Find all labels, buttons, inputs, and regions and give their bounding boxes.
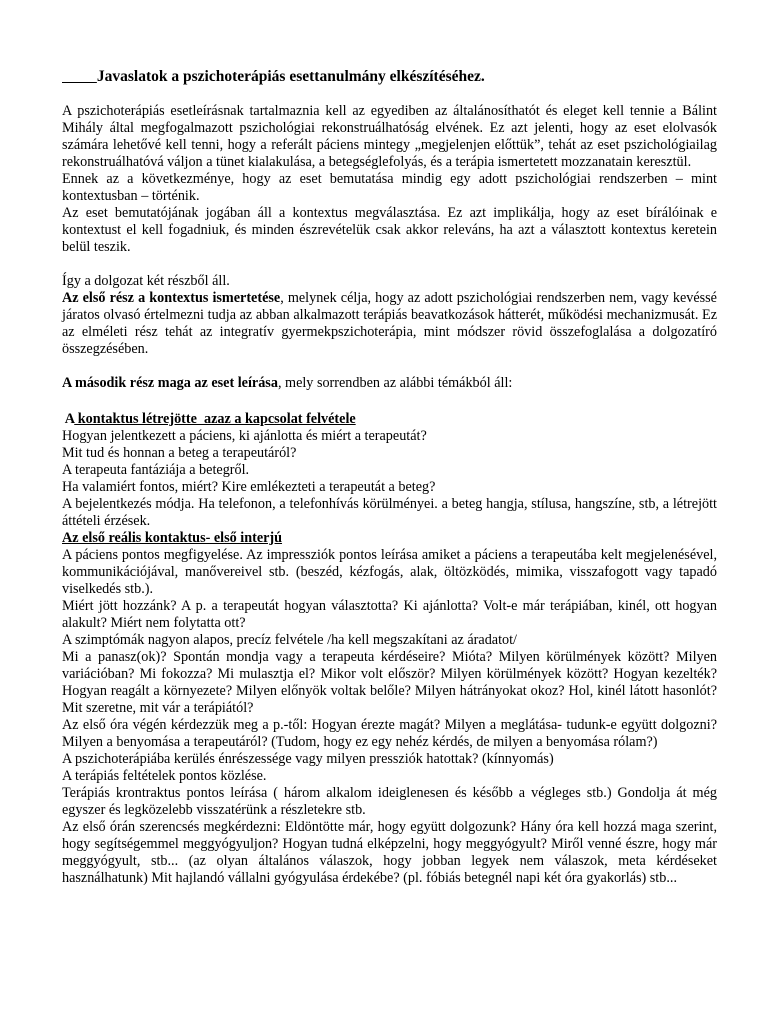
section1-heading <box>62 411 717 428</box>
title-text: Javaslatok a pszichoterápiás esettanulmány elkészítéséhez. <box>96 68 485 85</box>
section2-line: Az első óra végén kérdezzük meg a p.-től: Hogyan érezte magát? Milyen a meglátása- tudunk-e együtt dolgozni? Milyen a benyomása a terapeutáról? (Tudom, hogy ez egy nehéz kérdés, de milyen a benyomása rólam?) <box>62 717 717 750</box>
section2-heading: Az első reális kontaktus- első interjú <box>62 530 283 546</box>
document-title <box>62 68 717 85</box>
section1-line: A bejelentkezés módja. Ha telefonon, a telefonhívás körülményei. a beteg hangja, stílusa, hangszíne, stb, a létrejött áttételi érzések. <box>62 496 717 529</box>
intro-paragraph: A pszichoterápiás esetleírásnak tartalmaznia kell az egyediben az általánosíthatót és eleget kell tennie a Bálint Mihály által megfogalmazott pszichológiai rekonstruálhatóság elvének. Ez azt jelenti, hogy az eset elolvasók számára lehetővé kell tenni, hogy a referált páciens mintegy „megjelenjen előttük”, tehát az eset pszichológiailag rekonstruálhatóvá váljon a tünet kialakulása, a betegséglefolyás, és a terápia ismertetett mozzanatain keresztül. <box>62 103 717 170</box>
intro-paragraph: Ennek az a következménye, hogy az eset bemutatása mindig egy adott pszichológiai rendszerben – mint kontextusban – történik. <box>62 171 717 204</box>
section1-line: Ha valamiért fontos, miért? Kire emlékezteti a terapeutát a beteg? <box>62 479 436 495</box>
part2-bold: A második rész maga az eset leírása <box>62 375 278 391</box>
section2-line: Az első órán szerencsés megkérdezni: Eldöntötte már, hogy együtt dolgozunk? Hány óra kell hozzá maga szerint, hogy segítségemmel meggyógyuljon? Hogyan tudná elképzelni, hogy meggyógyult? Miről venné észre, hogy már meggyógyult, stb... (az olyan általános válaszok, hogy jobban legyek nem válaszok, meta kérdéseket használhatunk) Mit hajlandó vállalni gyógyulása érdekébe? (pl. fóbiás betegnél napi két óra gyakorlás) stb... <box>62 819 717 886</box>
intro-paragraph: Az eset bemutatójának jogában áll a kontextus megválasztása. Ez azt implikálja, hogy az eset bírálóinak e kontextust el kell fogadniuk, és minden észrevételük csak akkor releváns, ha azt a választott kontextus keretein belül teszik. <box>62 205 717 255</box>
document-page <box>62 68 717 887</box>
section1-line: Mit tud és honnan a beteg a terapeutáról? <box>62 445 297 461</box>
section2-line: Mi a panasz(ok)? Spontán mondja vagy a terapeuta kérdéseire? Mióta? Milyen körülmények között? Milyen variációban? Mi fokozza? Mi mulasztja el? Mikor volt először? Milyen körülmények között? Hogyan kezelték? Hogyan reagált a környezete? Milyen előnyök voltak belőle? Milyen hátrányokat okoz? Hol, kinél látott hasonlót? Mit szeretne, mit vár a terápiától? <box>62 649 717 716</box>
part1-rest: , melynek célja, hogy az adott pszichológiai rendszerben nem, vagy kevéssé járatos olvasó értelmezni tudja az abban alkalmazott terápiás beavatkozások hátterét, működési mechanizmusát. Ez az elméleti rész tehát az integratív gyermekpszichoterápia, mint módszer rövid összefoglalása a dolgozatíró összegzésében. <box>62 290 717 357</box>
part1-bold: Az első rész a kontextus ismertetése <box>62 290 281 306</box>
section2-line: A szimptómák nagyon alapos, precíz felvétele /ha kell megszakítani az áradatot/ <box>62 632 518 648</box>
two-parts-line: Így a dolgozat két részből áll. <box>62 273 230 289</box>
section1-line: Hogyan jelentkezett a páciens, ki ajánlotta és miért a terapeutát? <box>62 428 427 444</box>
section1-heading-text: kontaktus létrejötte azaz a kapcsolat felvétele <box>74 411 356 427</box>
section2-line: A terápiás feltételek pontos közlése. <box>62 768 267 784</box>
section2-line: Miért jött hozzánk? A p. a terapeutát hogyan választotta? Ki ajánlotta? Volt-e már terápiában, kinél, ott hogyan alakult? Miért nem folytatta ott? <box>62 598 717 631</box>
title-lead-underline <box>62 68 97 85</box>
section2-line: Terápiás krontraktus pontos leírása ( három alkalom ideiglenesen és később a végleges stb.) Gondolja át még egyszer és legközelebb visszatérünk a részletekre stb. <box>62 785 717 818</box>
part1-paragraph <box>62 290 717 358</box>
part2-rest: , mely sorrendben az alábbi témákból áll: <box>277 375 513 391</box>
section2-line: A pszichoterápiába kerülés énrészessége vagy milyen presszіók hatottak? (kínnyomás) <box>62 751 554 767</box>
section2-line: A páciens pontos megfigyelése. Az impressziók pontos leírása amiket a páciens a terapeutába kelt megjelenésével, kommunikációjával, manővereivel stb. (beszéd, kézfogás, alak, öltözködés, mimika, visszafogott vagy tapadó viselkedés stb.). <box>62 547 717 597</box>
section1-line: A terapeuta fantáziája a betegről. <box>62 462 250 478</box>
section1-prefix: A <box>62 411 75 427</box>
part2-paragraph <box>62 375 717 392</box>
